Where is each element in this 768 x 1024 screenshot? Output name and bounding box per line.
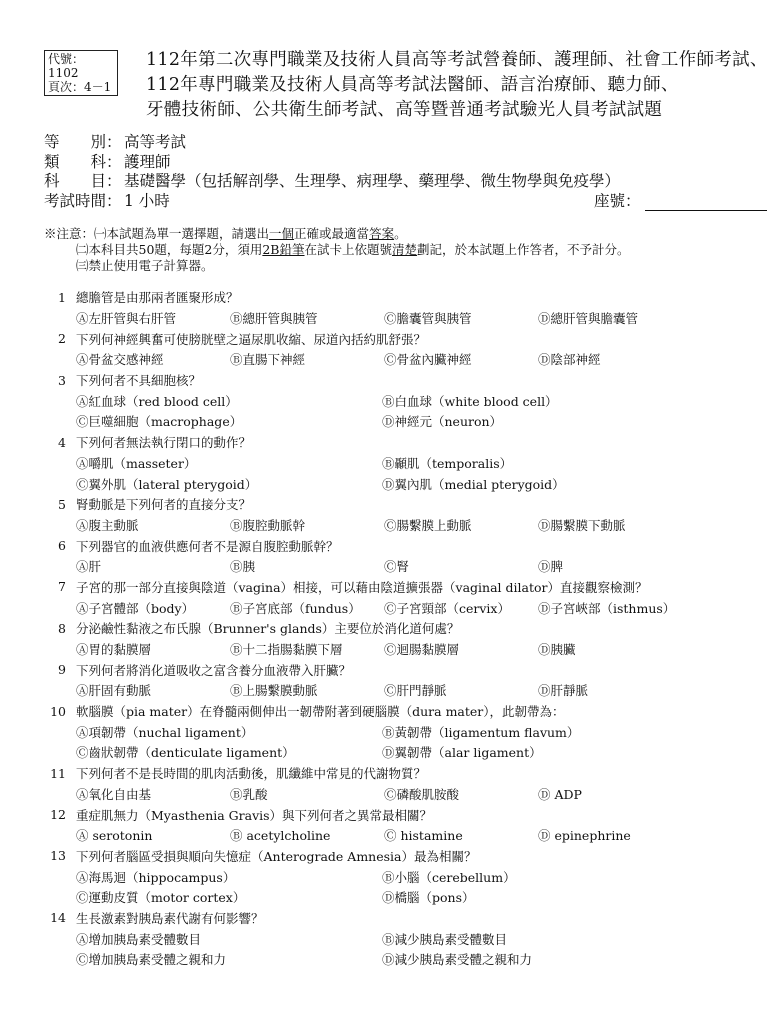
question-stem (44, 701, 744, 722)
notice-prefix: ※注意： (44, 226, 95, 241)
subject-label: 科 目： (44, 172, 122, 190)
question (44, 577, 744, 618)
question-stem (44, 432, 744, 453)
answer-option[interactable]: Ⓒ增加胰島素受體之親和力 (76, 952, 227, 968)
option-row (44, 949, 744, 970)
notice-underline: 一個 (269, 226, 295, 241)
question-stem (44, 908, 744, 929)
question-number: 8 (58, 620, 66, 636)
answer-option[interactable]: Ⓒ骨盆內臟神經 (384, 352, 472, 368)
question-number: 11 (50, 765, 66, 781)
question-number: 14 (50, 910, 66, 926)
answer-option[interactable]: Ⓓ總肝管與膽囊管 (538, 311, 639, 327)
question-number: 7 (58, 579, 66, 595)
question-stem (44, 370, 744, 391)
question-text: 總膽管是由那兩者匯聚形成？ (76, 290, 239, 306)
info-time-row (44, 192, 744, 212)
question (44, 763, 744, 804)
option-row (44, 742, 744, 763)
question-number: 5 (58, 496, 66, 512)
notice-text: ㈠本試題為單一選擇題，請選出 (94, 226, 270, 241)
option-row (44, 349, 744, 370)
page-number: 頁次：4－1 (48, 80, 112, 94)
answer-option[interactable]: Ⓒ肝門靜脈 (384, 683, 447, 699)
exam-code: 代號：1102 (48, 52, 85, 80)
question-stem (44, 763, 744, 784)
question (44, 618, 744, 659)
notice-text: 在試卡上依題號 (304, 242, 393, 257)
exam-title (146, 48, 768, 123)
notice-line-1 (44, 226, 744, 242)
time-value: 1 小時 (124, 191, 170, 210)
notice-line-2 (44, 242, 744, 258)
answer-option[interactable]: Ⓑ腹腔動脈幹 (230, 517, 306, 533)
question-text: 分泌鹼性黏液之布氏腺（Brunner's glands）主要位於消化道何處？ (76, 621, 460, 637)
notice-text: 。 (394, 226, 407, 241)
question-text: 下列何神經興奮可使膀胱壁之逼尿肌收縮、尿道內括約肌舒張？ (76, 331, 427, 347)
answer-option[interactable]: Ⓑ黃韌帶（ligamentum flavum） (382, 724, 580, 740)
option-row (44, 639, 744, 660)
option-row (44, 597, 744, 618)
seat-label: 座號： (594, 191, 641, 210)
notice-underline: 清楚 (392, 242, 418, 257)
title-line-2: 112年專門職業及技術人員高等考試法醫師、語言治療師、聽力師、 (146, 75, 679, 95)
answer-option[interactable]: Ⓐ海馬迴（hippocampus） (76, 869, 236, 885)
question (44, 701, 744, 763)
option-row (44, 308, 744, 329)
question-text: 生長激素對胰島素代謝有何影響？ (76, 910, 264, 926)
answer-option[interactable]: Ⓒ翼外肌（lateral pterygoid） (76, 476, 258, 492)
option-row (44, 825, 744, 846)
answer-option[interactable]: Ⓒ運動皮質（motor cortex） (76, 890, 246, 906)
answer-option[interactable]: Ⓒ迴腸黏膜層 (384, 642, 460, 658)
level-value: 高等考試 (124, 133, 187, 151)
answer-option[interactable]: Ⓑ上腸繫膜動脈 (230, 683, 318, 699)
option-row (44, 887, 744, 908)
question-text: 重症肌無力（Myasthenia Gravis）與下列何者之異常最相關？ (76, 807, 433, 823)
answer-option[interactable]: Ⓓ子宮峽部（isthmus） (538, 600, 676, 616)
question-text: 下列何者不具細胞核？ (76, 373, 202, 389)
answer-option[interactable]: Ⓐ腹主動脈 (76, 517, 139, 533)
answer-option[interactable]: Ⓐ serotonin (76, 828, 153, 844)
category-label: 類 科： (44, 152, 122, 171)
option-row (44, 866, 744, 887)
question-number: 13 (50, 848, 66, 864)
info-category-row (44, 153, 744, 173)
answer-option[interactable]: Ⓑ acetylcholine (230, 828, 331, 844)
answer-option[interactable]: Ⓑ白血球（white blood cell） (382, 393, 558, 409)
answer-option[interactable]: Ⓑ減少胰島素受體數目 (382, 931, 508, 947)
answer-option[interactable]: Ⓓ肝靜脈 (538, 683, 589, 699)
question-number: 9 (58, 662, 66, 678)
answer-option[interactable]: Ⓐ嚼肌（masseter） (76, 455, 197, 471)
subject-value: 基礎醫學（包括解剖學、生理學、病理學、藥理學、微生物學與免疫學） (124, 172, 621, 190)
answer-option[interactable]: Ⓐ氧化自由基 (76, 786, 152, 802)
answer-option[interactable]: Ⓐ胃的黏膜層 (76, 642, 152, 658)
option-row (44, 390, 744, 411)
question-text: 軟腦膜（pia mater）在脊髓兩側伸出一韌帶附著到硬腦膜（dura mater），此韌帶為： (76, 704, 565, 720)
question-number: 6 (58, 538, 66, 554)
question-text: 腎動脈是下列何者的直接分支？ (76, 497, 252, 513)
title-line-3: 牙體技術師、公共衛生師考試、高等暨普通考試驗光人員考試試題 (146, 100, 663, 120)
notice-block (44, 226, 744, 274)
answer-option[interactable]: Ⓑ直腸下神經 (230, 352, 306, 368)
option-row (44, 453, 744, 474)
answer-option[interactable]: Ⓓ陰部神經 (538, 352, 601, 368)
question-number: 1 (58, 289, 66, 305)
answer-option[interactable]: Ⓓ ADP (538, 786, 582, 802)
question (44, 287, 744, 328)
answer-option[interactable]: Ⓓ脾 (538, 559, 564, 575)
answer-option[interactable]: Ⓑ小腦（cerebellum） (382, 869, 516, 885)
option-row (44, 784, 744, 805)
answer-option[interactable]: Ⓐ項韌帶（nuchal ligament） (76, 724, 254, 740)
question (44, 846, 744, 908)
question-list (44, 287, 744, 970)
answer-option[interactable]: Ⓓ翼內肌（medial pterygoid） (382, 476, 565, 492)
question-number: 2 (58, 331, 66, 347)
question-stem (44, 328, 744, 349)
answer-option[interactable]: Ⓐ肝 (76, 559, 102, 575)
answer-option[interactable]: Ⓒ齒狀韌帶（denticulate ligament） (76, 745, 295, 761)
title-line-1: 112年第二次專門職業及技術人員高等考試營養師、護理師、社會工作師考試、 (146, 50, 768, 70)
question-stem (44, 618, 744, 639)
question-number: 10 (50, 703, 66, 719)
option-row (44, 473, 744, 494)
answer-option[interactable]: Ⓐ子宮體部（body） (76, 600, 195, 616)
notice-text: 劃記，於本試題上作答者，不予計分。 (417, 242, 630, 257)
question (44, 432, 744, 494)
answer-option[interactable]: Ⓐ骨盆交感神經 (76, 352, 164, 368)
question-text: 下列何者無法執行閉口的動作？ (76, 435, 252, 451)
answer-option[interactable]: Ⓓ神經元（neuron） (382, 414, 503, 430)
answer-option[interactable]: Ⓑ總肝管與胰管 (230, 311, 318, 327)
question-stem (44, 494, 744, 515)
answer-option[interactable]: Ⓑ十二指腸黏膜下層 (230, 642, 343, 658)
category-value: 護理師 (124, 152, 171, 171)
seat-number (594, 192, 767, 212)
option-row (44, 721, 744, 742)
answer-option[interactable]: Ⓓ胰臟 (538, 642, 576, 658)
question-stem (44, 804, 744, 825)
option-row (44, 515, 744, 536)
answer-option[interactable]: Ⓑ胰 (230, 559, 256, 575)
question (44, 659, 744, 700)
answer-option[interactable]: Ⓓ腸繫膜下動脈 (538, 517, 626, 533)
info-level-row (44, 133, 744, 153)
notice-underline: 2B鉛筆 (262, 242, 305, 257)
time-label: 考試時間： (44, 191, 122, 210)
answer-option[interactable]: Ⓓ橋腦（pons） (382, 890, 475, 906)
question-stem (44, 846, 744, 867)
question (44, 494, 744, 535)
answer-option[interactable]: Ⓓ epinephrine (538, 828, 631, 844)
question-number: 12 (50, 807, 66, 823)
answer-option[interactable]: Ⓒ histamine (384, 828, 463, 844)
question-stem (44, 577, 744, 598)
question (44, 370, 744, 432)
answer-option[interactable]: Ⓐ肝固有動脈 (76, 683, 152, 699)
answer-option[interactable]: Ⓒ子宮頸部（cervix） (384, 600, 510, 616)
question-text: 下列何者將消化道吸收之富含養分血液帶入肝臟？ (76, 662, 352, 678)
question (44, 535, 744, 576)
question-number: 4 (58, 434, 66, 450)
answer-option[interactable]: Ⓓ翼韌帶（alar ligament） (382, 745, 542, 761)
answer-option[interactable]: Ⓐ增加胰島素受體數目 (76, 931, 202, 947)
option-row (44, 411, 744, 432)
notice-text: 正確或最適當 (294, 226, 370, 241)
level-label: 等 別： (44, 133, 122, 151)
question-stem (44, 535, 744, 556)
answer-option[interactable]: Ⓑ乳酸 (230, 786, 268, 802)
notice-underline: 答案 (369, 226, 395, 241)
question-text: 下列何者腦區受損與順向失憶症（Anterograde Amnesia）最為相關？ (76, 848, 477, 864)
exam-info (44, 133, 744, 211)
answer-option[interactable]: Ⓒ巨噬細胞（macrophage） (76, 414, 243, 430)
question (44, 328, 744, 369)
answer-option[interactable]: Ⓑ子宮底部（fundus） (230, 600, 361, 616)
question-number: 3 (58, 372, 66, 388)
question-stem (44, 659, 744, 680)
notice-text: ㈡本科目共50題，每題2分，須用 (76, 242, 263, 257)
question-text: 子宮的那一部分直接與陰道（vagina）相接，可以藉由陰道擴張器（vaginal dilator）直接觀察檢測？ (76, 579, 648, 595)
info-subject-row (44, 172, 744, 192)
notice-line-3: ㈢禁止使用電子計算器。 (76, 258, 214, 273)
question-text: 下列何者不是長時間的肌肉活動後，肌纖維中常見的代謝物質？ (76, 766, 427, 782)
answer-option[interactable]: Ⓒ膽囊管與胰管 (384, 311, 472, 327)
answer-option[interactable]: Ⓒ腸繫膜上動脈 (384, 517, 472, 533)
answer-option[interactable]: Ⓒ腎 (384, 559, 410, 575)
question (44, 908, 744, 970)
answer-option[interactable]: Ⓓ減少胰島素受體之親和力 (382, 952, 533, 968)
answer-option[interactable]: Ⓐ紅血球（red blood cell） (76, 393, 238, 409)
answer-option[interactable]: Ⓐ左肝管與右肝管 (76, 311, 177, 327)
option-row (44, 928, 744, 949)
option-row (44, 556, 744, 577)
question-stem (44, 287, 744, 308)
answer-option[interactable]: Ⓒ磷酸肌胺酸 (384, 786, 460, 802)
question-text: 下列器官的血液供應何者不是源自腹腔動脈幹？ (76, 538, 339, 554)
answer-option[interactable]: Ⓑ顳肌（temporalis） (382, 455, 513, 471)
option-row (44, 680, 744, 701)
question (44, 804, 744, 845)
exam-code-box (44, 50, 118, 96)
seat-number-field[interactable] (645, 195, 767, 211)
